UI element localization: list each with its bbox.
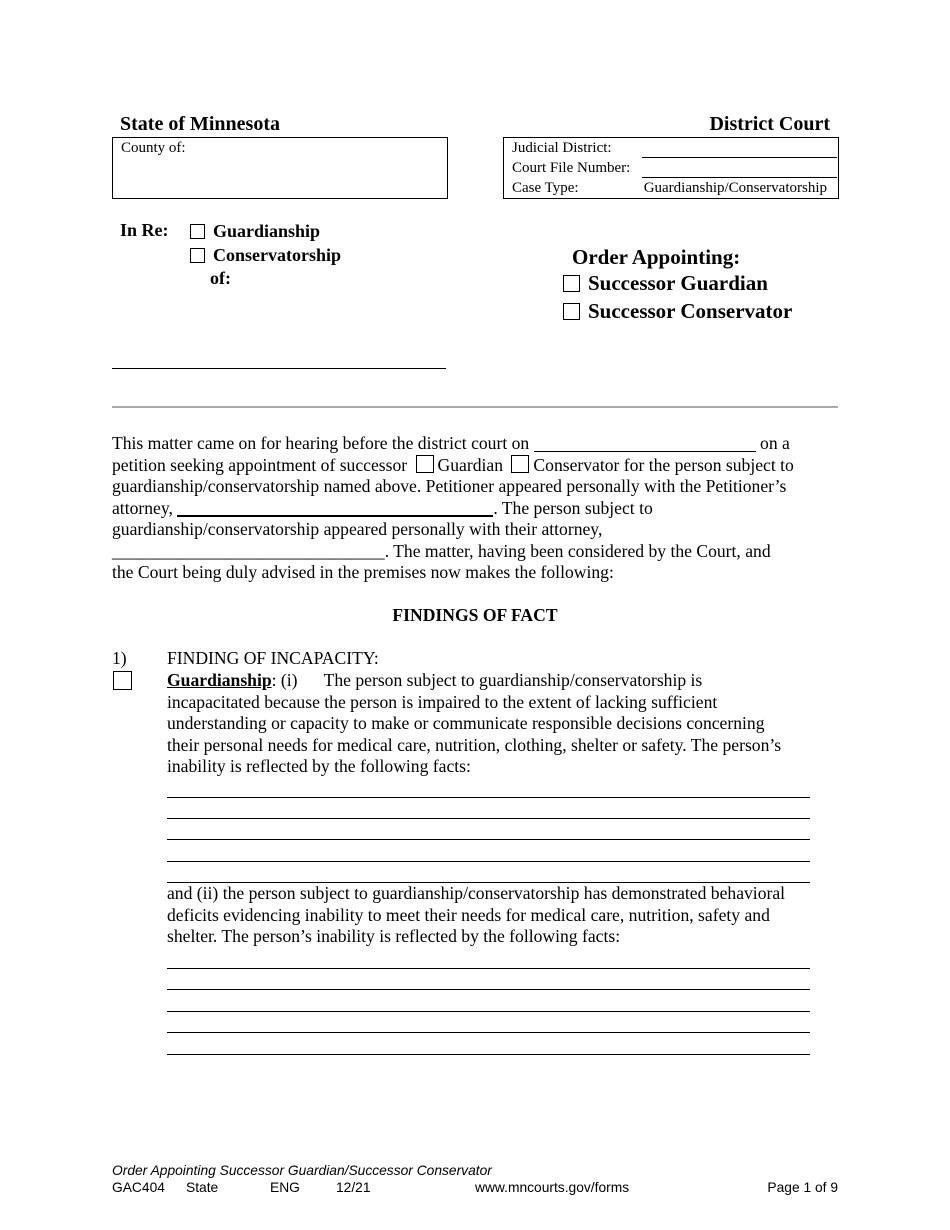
intro-text: petition seeking appointment of successor	[112, 454, 408, 475]
county-field[interactable]	[112, 137, 448, 199]
case-type-value: Guardianship/Conservatorship	[643, 180, 827, 196]
intro-text: This matter came on for hearing before the district court on	[112, 433, 530, 453]
finding-text: understanding or capacity to make or communicate responsible decisions concerning	[167, 713, 765, 733]
fact-line[interactable]	[167, 818, 810, 819]
finding-text: and (ii) the person subject to guardianship/conservatorship has demonstrated behavioral	[167, 883, 786, 903]
intro-text: Conservator for the person subject to	[533, 454, 794, 475]
in-re-option-guardianship[interactable]	[190, 221, 320, 242]
guardianship-option-label: Guardianship	[213, 221, 321, 241]
guardianship-checkbox[interactable]	[190, 224, 205, 239]
fact-line[interactable]	[167, 861, 810, 862]
respondent-attorney-field[interactable]: _______________________________	[112, 540, 385, 561]
guardianship-heading: Guardianship	[167, 670, 272, 690]
successor-guardian-checkbox[interactable]	[563, 275, 580, 292]
item-heading: FINDING OF INCAPACITY:	[167, 648, 379, 668]
of-label: of:	[210, 268, 231, 288]
footer-title: Order Appointing Successor Guardian/Successor Conservator	[112, 1163, 492, 1178]
fact-line[interactable]	[167, 1011, 810, 1012]
finding-text: deficits evidencing inability to meet their needs for medical care, nutrition, safety and	[167, 904, 770, 925]
finding-text: shelter. The person’s inability is reflected by the following facts:	[167, 926, 621, 946]
petitioner-attorney-field[interactable]	[177, 499, 493, 517]
footer-state: State	[186, 1180, 219, 1195]
conservator-checkbox[interactable]	[511, 455, 529, 473]
court-title: District Court	[709, 113, 830, 135]
successor-guardian-label: Successor Guardian	[588, 271, 768, 295]
guardian-checkbox[interactable]	[416, 455, 434, 473]
conservatorship-option-label: Conservatorship	[213, 245, 342, 265]
footer-url[interactable]: www.mncourts.gov/forms	[475, 1180, 630, 1195]
finding-text: inability is reflected by the following facts:	[167, 756, 471, 776]
county-label: County of:	[121, 140, 186, 156]
fact-line[interactable]	[167, 1032, 810, 1033]
intro-text: guardianship/conservatorship appeared personally with their attorney,	[112, 519, 603, 539]
court-file-number-field[interactable]	[642, 157, 837, 178]
intro-text: on a	[760, 433, 790, 453]
fact-line[interactable]	[167, 1054, 810, 1055]
behavioral-deficit-text	[167, 883, 837, 948]
finding-text: their personal needs for medical care, nutrition, clothing, shelter or safety. The person’s	[167, 734, 782, 755]
intro-text: attorney,	[112, 497, 173, 518]
page-number: Page 1 of 9	[767, 1180, 838, 1195]
hearing-date-field[interactable]	[534, 435, 756, 452]
judicial-district-label: Judicial District:	[512, 140, 612, 156]
section-divider	[112, 406, 838, 408]
intro-text: guardianship/conservatorship named above. Petitioner appeared personally with the Petitioner’s	[112, 476, 787, 496]
in-re-option-conservatorship[interactable]	[190, 245, 341, 266]
guardianship-finding-checkbox[interactable]	[113, 671, 132, 690]
court-file-number-label: Court File Number:	[512, 160, 631, 176]
in-re-label: In Re:	[120, 220, 169, 240]
item-number: 1)	[112, 648, 127, 668]
intro-text: . The person subject to	[493, 497, 653, 518]
guardian-label: Guardian	[437, 454, 503, 475]
respondent-name-line[interactable]	[112, 368, 446, 369]
case-type-label: Case Type:	[512, 180, 579, 196]
intro-text: . The matter, having been considered by the Court, and	[384, 540, 771, 561]
order-title: Order Appointing:	[572, 245, 741, 269]
fact-line[interactable]	[167, 839, 810, 840]
footer-date: 12/21	[336, 1180, 371, 1195]
incapacity-finding-text	[167, 670, 837, 778]
finding-text: incapacitated because the person is impaired to the extent of lacking sufficient	[167, 691, 718, 712]
order-option-successor-guardian[interactable]	[563, 271, 768, 296]
finding-text: : (i) The person subject to guardianship/conservatorship is	[271, 670, 703, 690]
conservatorship-checkbox[interactable]	[190, 248, 205, 263]
intro-text: the Court being duly advised in the premises now makes the following:	[112, 562, 614, 582]
court-info-table	[503, 137, 839, 199]
fact-line[interactable]	[167, 989, 810, 990]
footer-language: ENG	[270, 1180, 300, 1195]
state-title: State of Minnesota	[120, 113, 280, 135]
successor-conservator-label: Successor Conservator	[588, 299, 793, 323]
judicial-district-field[interactable]	[642, 137, 837, 158]
successor-conservator-checkbox[interactable]	[563, 303, 580, 320]
order-option-successor-conservator[interactable]	[563, 299, 792, 324]
findings-title: FINDINGS OF FACT	[392, 605, 558, 625]
fact-line[interactable]	[167, 797, 810, 798]
form-code: GAC404	[112, 1180, 165, 1195]
fact-line[interactable]	[167, 968, 810, 969]
intro-paragraph	[112, 433, 840, 584]
